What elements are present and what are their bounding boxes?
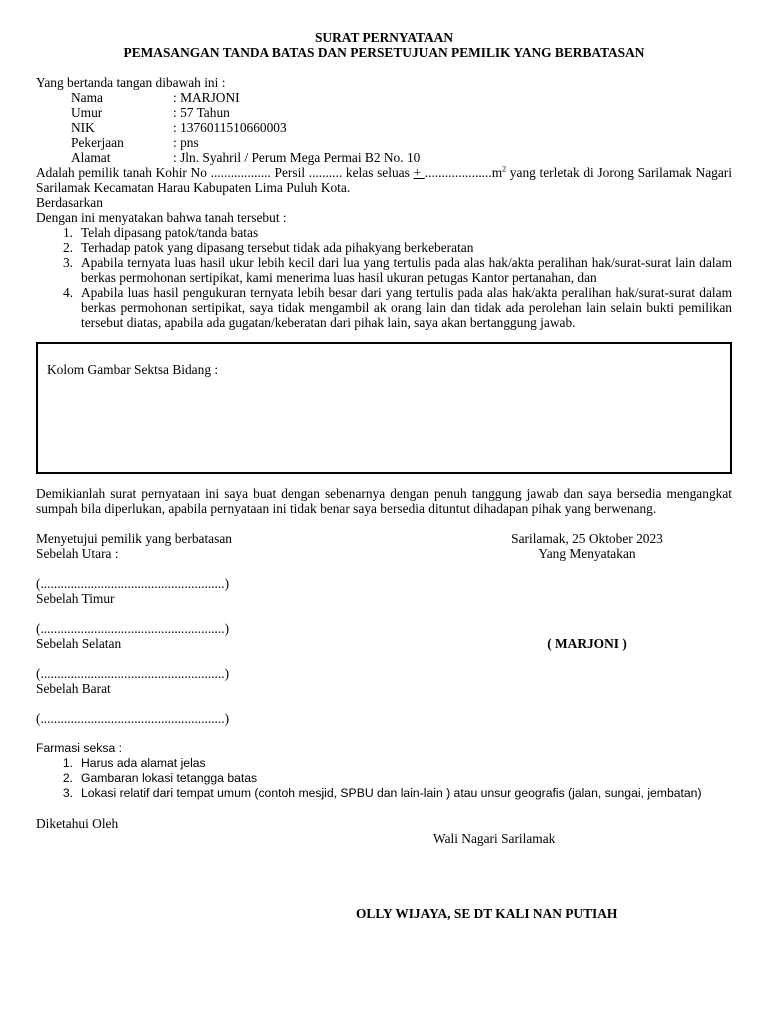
statement-intro: Dengan ini menyatakan bahwa tanah tersebut : [36,210,287,225]
document-subtitle: PEMASANGAN TANDA BATAS DAN PERSETUJUAN PEMILIK YANG BERBATASAN [123,45,645,60]
approval-heading: Menyetujui pemilik yang berbatasan [36,531,232,546]
list-text: Lokasi relatif dari tempat umum (contoh mesjid, SPBU dan lain-lain ) atau unsur geografis (jalan, sungai, jembatan) [81,786,702,800]
list-number: 4. [62,285,73,300]
list-number: 1. [62,225,73,240]
west-signature-blank: (.......................................................) [36,711,230,726]
identity-label: Pekerjaan [71,135,124,150]
identity-value: : MARJONI [173,90,240,105]
signature-column [442,531,732,726]
list-item [36,786,732,801]
sketch-box [36,342,732,474]
approval-signature-row [36,531,732,726]
list-item [36,756,732,771]
identity-value: : 1376011510660003 [173,120,287,135]
square-superscript: 2 [502,164,507,174]
list-number: 3. [62,255,73,270]
identity-block [36,90,732,165]
identity-row-address [36,150,732,165]
list-text: Terhadap patok yang dipasang tersebut tidak ada pihakyang berkeberatan [81,240,474,255]
south-label: Sebelah Selatan [36,636,122,651]
signer-role: Yang Menyatakan [538,546,636,561]
list-text: Harus ada alamat jelas [81,756,206,770]
identity-label: NIK [71,120,95,135]
list-number: 2. [62,771,73,785]
owner-text-1: Adalah pemilik tanah Kohir No .................. Persil .......... kelas seluas [36,165,414,180]
identity-row-name [36,90,732,105]
north-signature-blank: (.......................................................) [36,576,230,591]
statement-list [36,225,732,330]
notes-list [36,756,732,801]
identity-row-age [36,105,732,120]
identity-row-nik [36,120,732,135]
south-signature-blank: (.......................................................) [36,666,230,681]
identity-value: : pns [173,135,199,150]
signer-name: ( MARJONI ) [547,636,627,651]
identity-label: Umur [71,105,103,120]
owner-text-2: ....................m [424,165,503,180]
notes-heading: Farmasi seksa : [36,741,123,755]
list-number: 3. [62,786,73,800]
list-text: Apabila ternyata luas hasil ukur lebih kecil dari lua yang tertulis pada alas hak/akta peralihan hak/surat-surat lain dalam berkas permohonan sertipikat, kami menerima luas hasil ukuran petugas Kantor pertanahan, dan [81,255,732,285]
owner-text-3: yang terletak di Jorong Sarilamak Nagari Sarilamak Kecamatan Harau Kabupaten Lima Puluh Kota. [36,165,732,195]
official-title: Wali Nagari Sarilamak [433,831,556,846]
list-item [36,240,732,255]
list-number: 1. [62,756,73,770]
approval-column [36,531,232,726]
west-label: Sebelah Barat [36,681,111,696]
identity-row-occupation [36,135,732,150]
place-date: Sarilamak, 25 Oktober 2023 [511,531,663,546]
plus-minus-symbol: + [413,165,425,180]
identity-label: Nama [71,90,103,105]
closing-paragraph: Demikianlah surat pernyataan ini saya buat dengan sebenarnya dengan penuh tanggung jawab dan saya bersedia mengangkat sumpah bila diperlukan, apabila pernyataan ini tidak benar saya bersedia dituntut dihadapan pihak yang berwenang. [36,486,732,516]
identity-value: : Jln. Syahril / Perum Mega Permai B2 No. 10 [173,150,421,165]
north-label: Sebelah Utara : [36,546,119,561]
east-label: Sebelah Timur [36,591,115,606]
sketch-box-label: Kolom Gambar Sektsa Bidang : [47,362,219,377]
list-item [36,225,732,240]
list-item [36,285,732,330]
list-number: 2. [62,240,73,255]
identity-value: : 57 Tahun [173,105,230,120]
list-text: Telah dipasang patok/tanda batas [81,225,259,240]
identity-label: Alamat [71,150,111,165]
basis-text: Berdasarkan [36,195,103,210]
list-item [36,771,732,786]
intro-text: Yang bertanda tangan dibawah ini : [36,75,226,90]
list-item [36,255,732,285]
document-page [36,30,732,921]
known-by: Diketahui Oleh [36,816,119,831]
document-title: SURAT PERNYATAAN [314,30,454,45]
official-name: OLLY WIJAYA, SE DT KALI NAN PUTIAH [356,906,618,921]
notes-block [36,741,732,801]
list-text: Apabila luas hasil pengukuran ternyata lebih besar dari yang tertulis pada alas hak/akta peralihan hak/surat-surat dalam berkas permohonan sertipikat, saya tidak mengambil ak orang lain dan tidak ada perolehan lain selain bukti pemilikan tersebut diatas, apabila ada gugatan/keberatan dari pihak lain, saya akan bertanggung jawab. [81,285,732,330]
east-signature-blank: (.......................................................) [36,621,230,636]
list-text: Gambaran lokasi tetangga batas [81,771,258,785]
owner-paragraph [36,165,732,195]
